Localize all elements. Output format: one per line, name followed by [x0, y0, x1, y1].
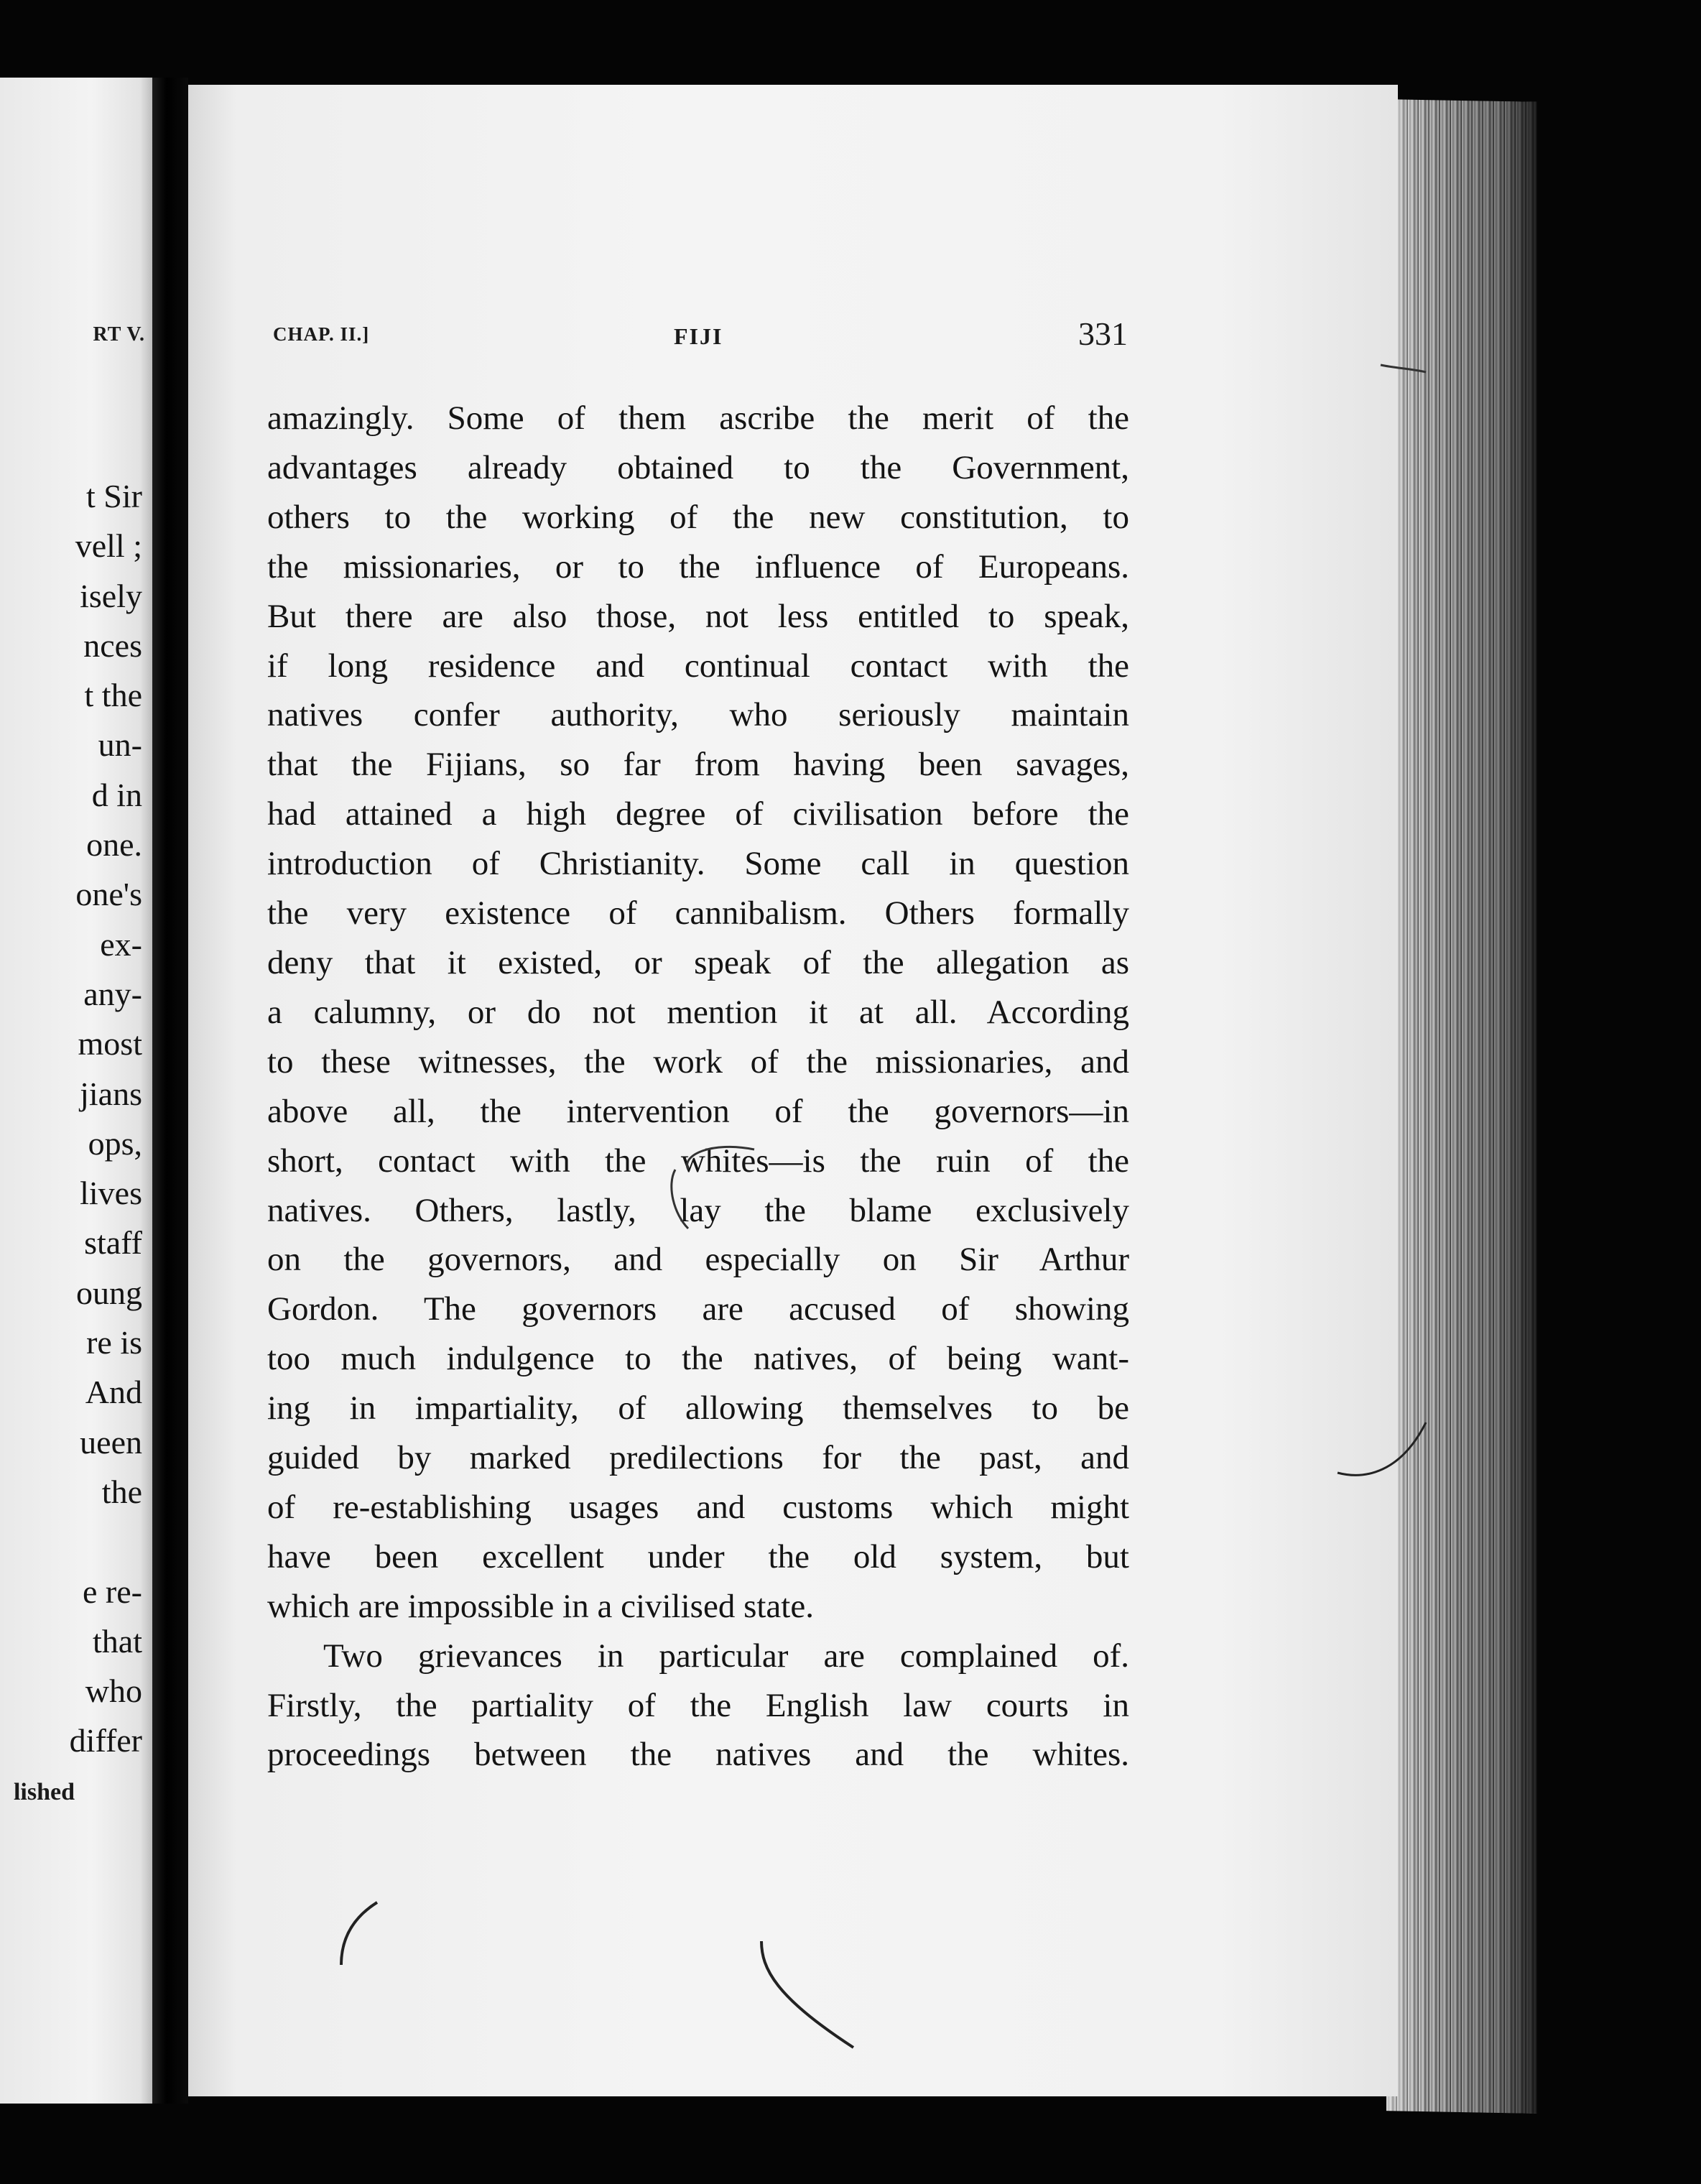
text-line: natives. Others, lastly, lay the blame exclusively: [267, 1191, 1129, 1229]
text-line: a calumny, or do not mention it at all. According: [267, 993, 1129, 1031]
text-line: proceedings between the natives and the whites.: [267, 1736, 1129, 1774]
text-line: guided by marked predilections for the past, and: [267, 1439, 1129, 1477]
text-line: amazingly. Some of them ascribe the merit of the: [267, 399, 1129, 437]
text-line: others to the working of the new constitution, to: [267, 498, 1129, 536]
previous-page-line: differ: [69, 1722, 142, 1759]
pencil-mark: [687, 1147, 754, 1170]
text-line: the missionaries, or to the influence of Europeans.: [267, 547, 1129, 586]
page-number: 331: [1078, 315, 1128, 352]
previous-page-line: lives: [80, 1175, 142, 1212]
pencil-mark: [341, 1902, 377, 1965]
previous-page-footnote: lished: [13, 1779, 75, 1805]
text-line: advantages already obtained to the Government,: [267, 448, 1129, 486]
pencil-mark: [672, 1170, 688, 1228]
text-line: had attained a high degree of civilisation before the: [267, 795, 1129, 833]
text-line: above all, the intervention of the governors—in: [267, 1092, 1129, 1130]
pencil-mark: [1381, 365, 1426, 372]
text-line: that the Fijians, so far from having been savages,: [267, 746, 1129, 784]
previous-page-line: oung: [76, 1274, 142, 1311]
previous-page-line: ueen: [80, 1423, 142, 1461]
previous-page-header: RT V.: [93, 323, 145, 346]
previous-page-line: t Sir: [86, 478, 142, 514]
previous-page-line: any-: [83, 975, 142, 1012]
previous-page-line: isely: [80, 577, 142, 614]
text-line: Two grievances in particular are complained of.: [323, 1637, 1129, 1675]
text-line: the very existence of cannibalism. Others formally: [267, 894, 1129, 933]
previous-page-line: most: [78, 1025, 142, 1063]
previous-page-line: t the: [84, 677, 142, 714]
previous-page-line: un-: [98, 726, 142, 764]
previous-page-line: jians: [80, 1075, 142, 1112]
previous-page-line: one.: [86, 826, 142, 864]
previous-page-line: one's: [75, 876, 142, 913]
text-line: short, contact with the whites—is the ruin of the: [267, 1142, 1129, 1180]
text-line: on the governors, and especially on Sir Arthur: [267, 1241, 1129, 1279]
pencil-mark: [1338, 1422, 1426, 1475]
text-line: Gordon. The governors are accused of showing: [267, 1290, 1129, 1328]
previous-page-line: ex-: [100, 925, 142, 963]
previous-page-line: who: [85, 1672, 142, 1710]
text-line: natives confer authority, who seriously maintain: [267, 696, 1129, 734]
text-line: which are impossible in a civilised state.: [267, 1587, 814, 1625]
previous-page-line: that: [93, 1622, 142, 1660]
text-line: of re-establishing usages and customs which might: [267, 1488, 1129, 1526]
chapter-label: CHAP. II.]: [273, 323, 370, 345]
previous-page-line: And: [85, 1374, 142, 1411]
text-line: ing in impartiality, of allowing themselves to be: [267, 1389, 1129, 1428]
previous-page-line: staff: [84, 1224, 142, 1262]
text-line: introduction of Christianity. Some call in question: [267, 845, 1129, 883]
text-line: But there are also those, not less entitled to speak,: [267, 597, 1129, 635]
text-line: Firstly, the partiality of the English law courts in: [267, 1686, 1129, 1724]
previous-page-line: the: [101, 1473, 142, 1510]
previous-page-line: e re-: [83, 1573, 142, 1610]
previous-page-line: d in: [91, 776, 142, 813]
pencil-mark: [761, 1941, 853, 2048]
text-line: to these witnesses, the work of the missionaries, and: [267, 1042, 1129, 1081]
text-line: too much indulgence to the natives, of being want-: [267, 1340, 1129, 1378]
text-line: deny that it existed, or speak of the allegation as: [267, 943, 1129, 981]
previous-page-line: vell ;: [75, 527, 142, 565]
previous-page-line: nces: [83, 626, 142, 664]
text-line: if long residence and continual contact with the: [267, 647, 1129, 685]
text-line: have been excellent under the old system, but: [267, 1537, 1129, 1575]
previous-page-line: re is: [86, 1324, 142, 1361]
previous-page-line: ops,: [88, 1124, 142, 1162]
running-title: FIJI: [674, 323, 723, 349]
